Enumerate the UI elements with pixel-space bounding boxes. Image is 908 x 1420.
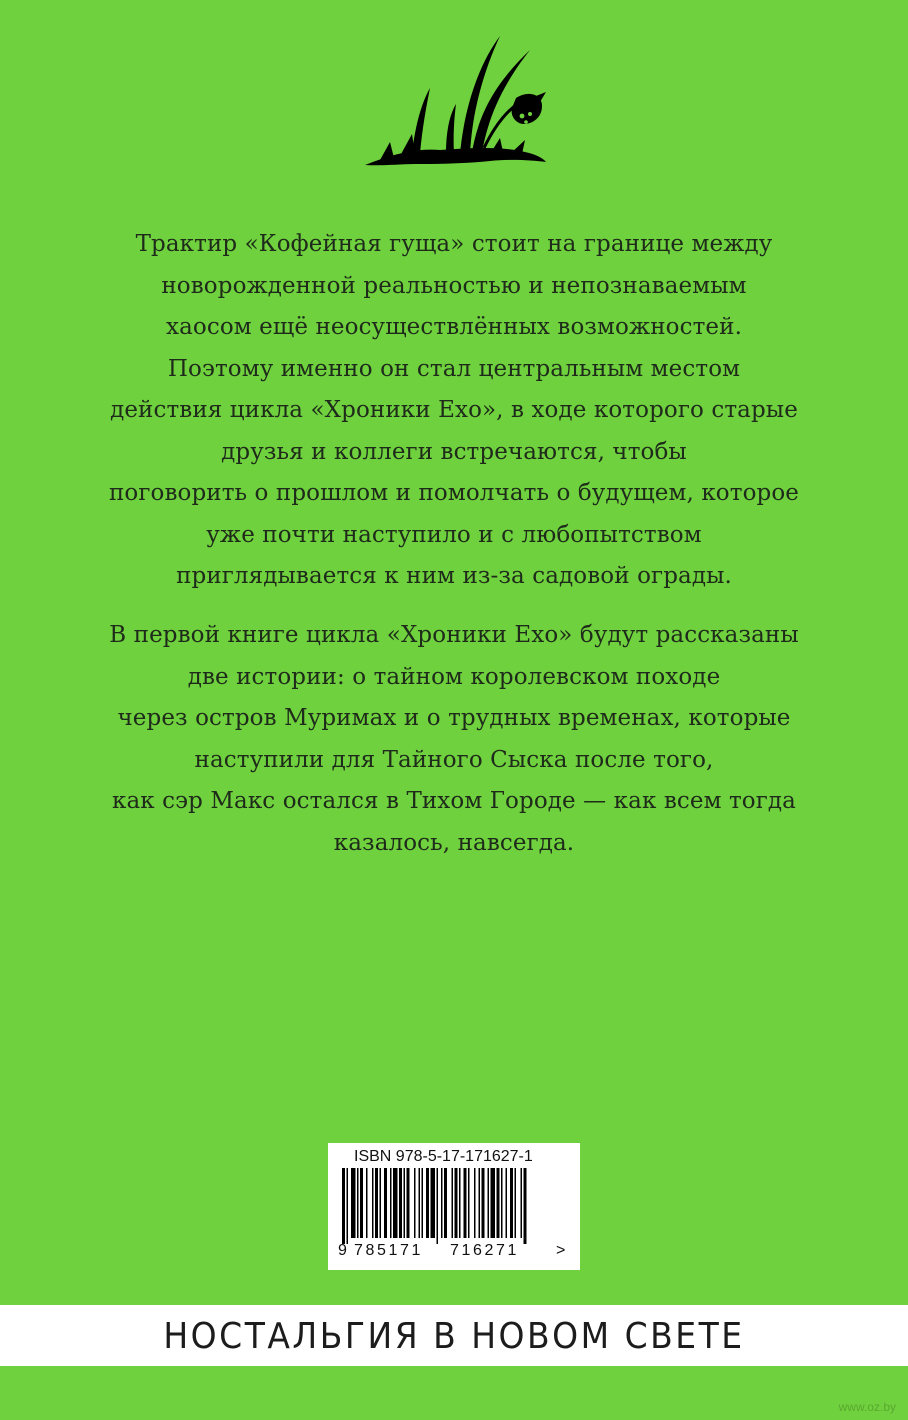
series-title: НОСТАЛЬГИЯ В НОВОМ СВЕТЕ xyxy=(163,1314,745,1357)
isbn-barcode xyxy=(328,1143,580,1270)
blurb-line: казалось, навсегда. xyxy=(333,829,575,856)
blurb-paragraph-1 xyxy=(60,224,848,598)
blurb-line: наступили для Тайного Сыска после того, xyxy=(194,746,714,773)
barcode-right-group: 716271 xyxy=(450,1242,519,1259)
blurb-line: Трактир «Кофейная гуща» стоит на границе между xyxy=(135,231,773,257)
blurb-line: действия цикла «Хроники Ехо», в ходе которого старые xyxy=(110,397,798,423)
blurb-line: уже почти наступило и с любопытством xyxy=(206,521,702,548)
blurb-line: две истории: о тайном королевском походе xyxy=(187,663,721,690)
blurb-line: приглядывается к ним из-за садовой ограды. xyxy=(176,563,732,589)
blurb-line: как сэр Макс остался в Тихом Городе — как всем тогда xyxy=(112,788,796,814)
blurb-line: через остров Муримах и о трудных временах, которые xyxy=(117,705,791,731)
barcode-first-digit: 9 xyxy=(338,1242,347,1259)
barcode-left-group: 785171 xyxy=(354,1242,423,1259)
blurb-line: Поэтому именно он стал центральным местом xyxy=(167,355,741,382)
blurb-line: хаосом ещё неосуществлённых возможностей. xyxy=(166,314,742,340)
watermark: www.oz.by xyxy=(838,1400,896,1414)
grass-and-flower-icon xyxy=(360,30,550,175)
blurb-line: поговорить о прошлом и помолчать о будущем, которое xyxy=(108,480,800,506)
blurb-line: В первой книге цикла «Хроники Ехо» будут рассказаны xyxy=(109,622,799,648)
blurb-line: друзья и коллеги встречаются, чтобы xyxy=(221,438,687,465)
isbn-label: ISBN 978-5-17-171627-1 xyxy=(354,1148,533,1165)
blurb-line: новорожденной реальностью и непознаваемым xyxy=(161,272,747,299)
barcode-icon xyxy=(338,1168,574,1244)
blurb-paragraph-2 xyxy=(60,615,848,864)
barcode-quiet-mark: > xyxy=(556,1242,566,1259)
series-band xyxy=(0,1305,908,1366)
